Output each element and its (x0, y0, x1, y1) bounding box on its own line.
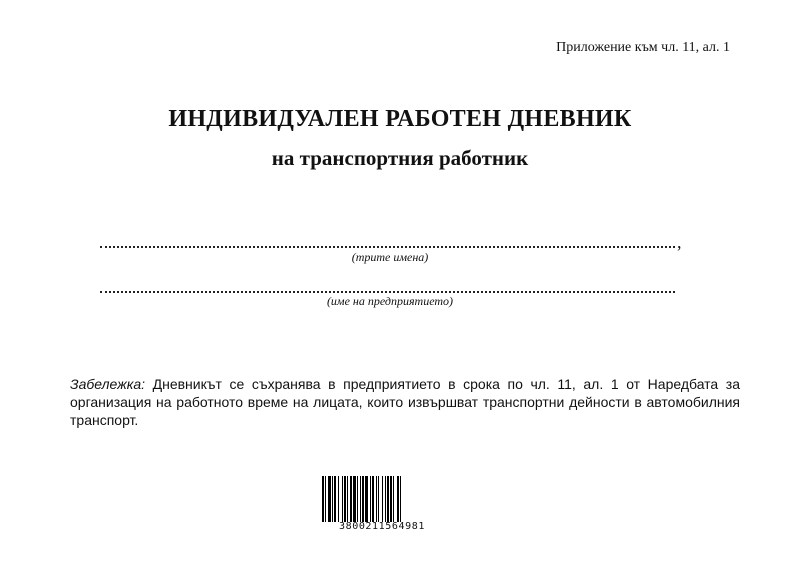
name-dotted-line (100, 246, 675, 248)
barcode-bar (401, 476, 403, 522)
document-title: ИНДИВИДУАЛЕН РАБОТЕН ДНЕВНИК (168, 106, 632, 132)
appendix-reference: Приложение към чл. 11, ал. 1 (556, 40, 730, 55)
barcode-digits: 3800211564981 (338, 521, 426, 532)
note-label: Забележка: (70, 376, 146, 392)
name-caption: (трите имена) (351, 250, 429, 264)
note-text: Дневникът се съхранява в предприятието в срока по чл. 11, ал. 1 от Наредбата за организация на работното време на лицата, които извършват транспортни дейности в автомобилния транспорт. (70, 376, 741, 428)
document-subtitle: на транспортния работник (271, 146, 529, 170)
barcode-bars (322, 476, 442, 522)
note-paragraph (70, 375, 740, 429)
company-dotted-line (100, 291, 675, 293)
company-caption: (име на предприятието) (326, 294, 454, 308)
name-comma: , (677, 232, 682, 252)
barcode (322, 476, 442, 536)
